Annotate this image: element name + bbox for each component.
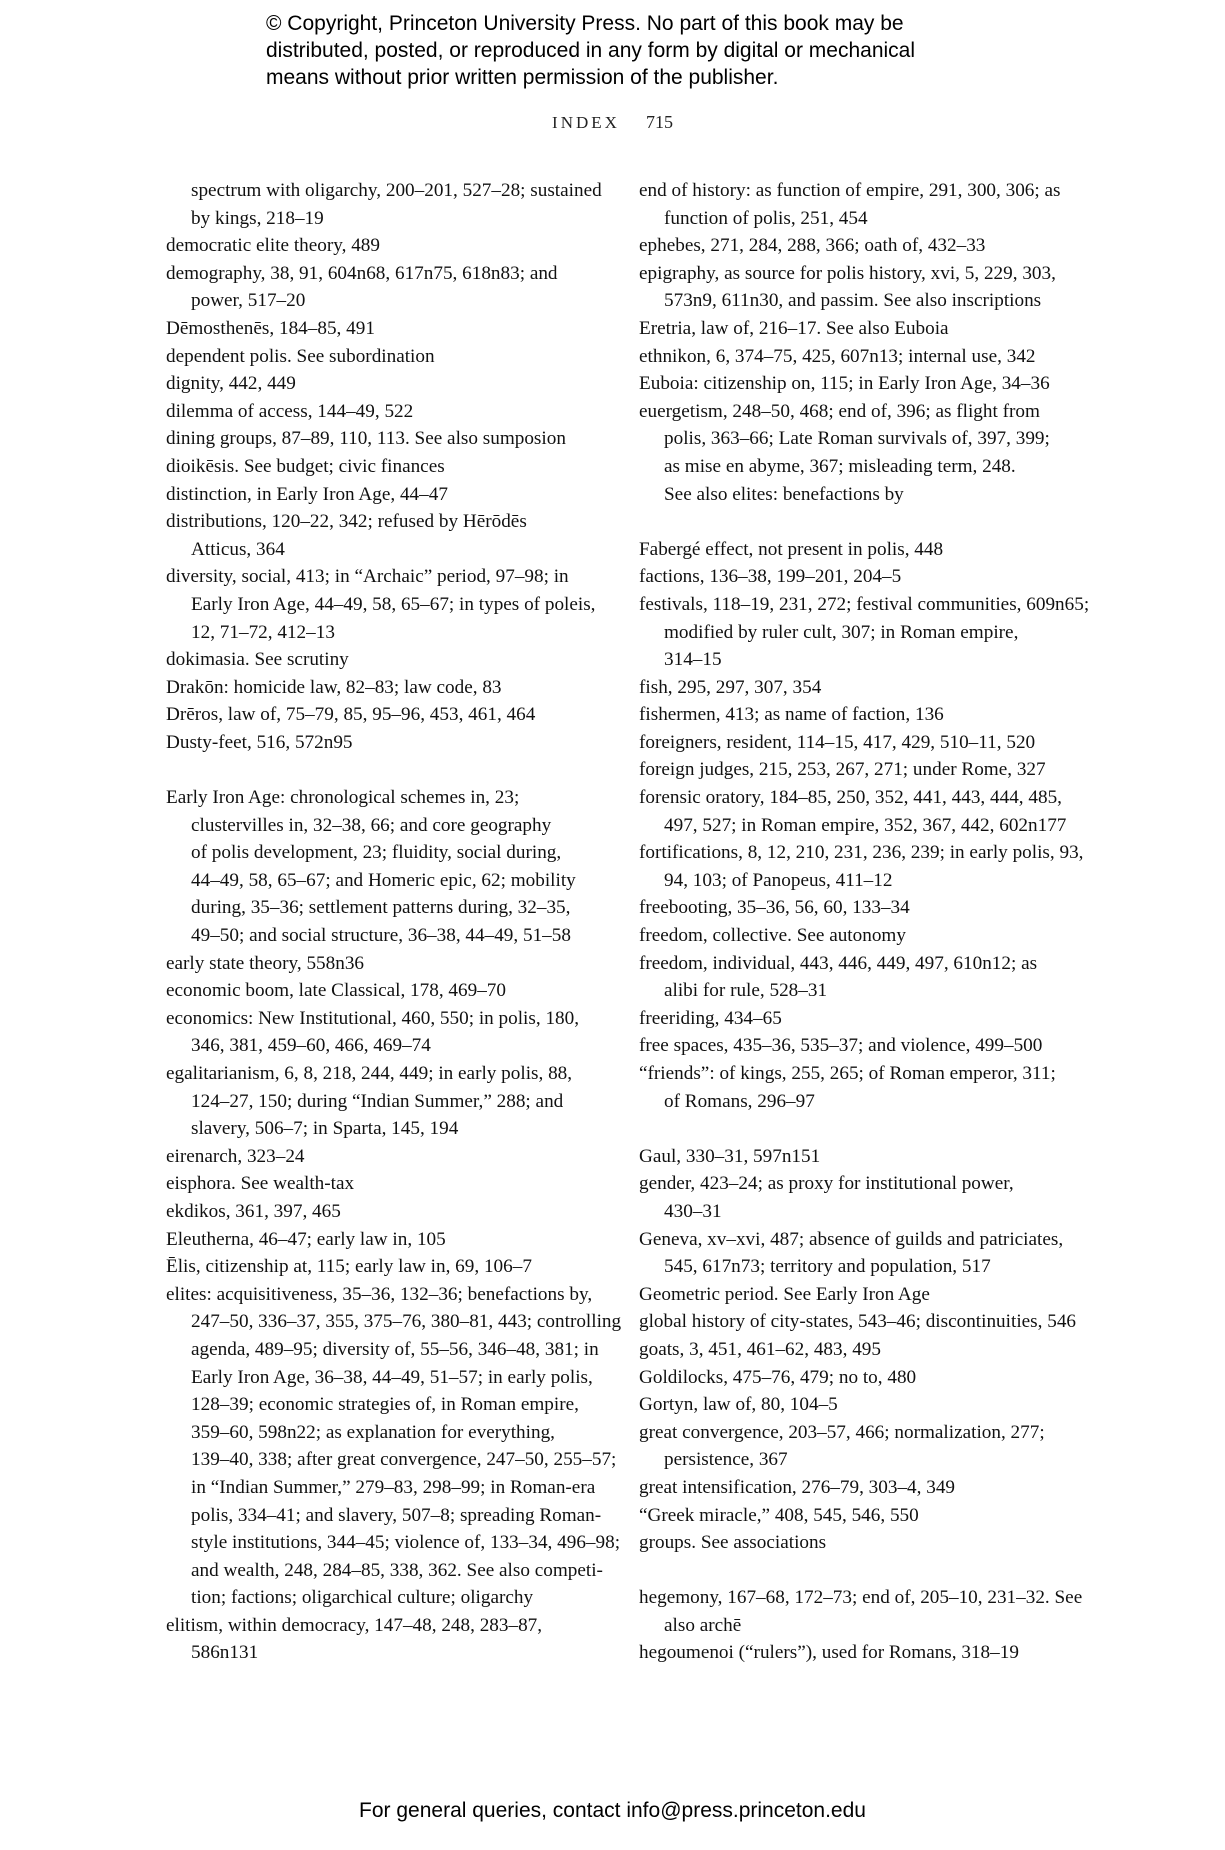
index-line: 94, 103; of Panopeus, 411–12 [664, 869, 893, 891]
index-line: eisphora. See wealth-tax [166, 1173, 355, 1195]
index-line: free spaces, 435–36, 535–37; and violence, 499–500 [639, 1035, 1043, 1057]
index-line: alibi for rule, 528–31 [664, 980, 828, 1002]
copyright-line: distributed, posted, or reproduced in any form by digital or mechanical [266, 39, 916, 62]
index-line: also archē [664, 1614, 742, 1636]
index-line: fishermen, 413; as name of faction, 136 [639, 704, 944, 726]
index-line: ephebes, 271, 284, 288, 366; oath of, 432–33 [639, 235, 986, 257]
index-line: Early Iron Age, 36–38, 44–49, 51–57; in early polis, [191, 1366, 593, 1388]
index-line: economic boom, late Classical, 178, 469–70 [166, 980, 506, 1002]
index-line: Gaul, 330–31, 597n151 [639, 1145, 821, 1167]
index-line: See also elites: benefactions by [664, 483, 904, 505]
index-line: Dēmosthenēs, 184–85, 491 [166, 317, 375, 339]
index-line: by kings, 218–19 [191, 207, 324, 229]
index-line: and wealth, 248, 284–85, 338, 362. See also competi- [191, 1559, 603, 1581]
index-line: dignity, 442, 449 [166, 373, 296, 395]
index-line: democratic elite theory, 489 [166, 235, 380, 257]
index-line: modified by ruler cult, 307; in Roman empire, [664, 621, 1019, 643]
index-line: dilemma of access, 144–49, 522 [166, 400, 414, 422]
index-line: freeriding, 434–65 [639, 1007, 782, 1029]
index-line: diversity, social, 413; in “Archaic” period, 97–98; in [166, 566, 569, 588]
index-line: global history of city-states, 543–46; discontinuities, 546 [639, 1311, 1077, 1333]
index-line: 545, 617n73; territory and population, 517 [664, 1256, 991, 1278]
index-line: function of polis, 251, 454 [664, 207, 868, 229]
index-line: Dusty-feet, 516, 572n95 [166, 731, 353, 753]
index-line: 573n9, 611n30, and passim. See also inscriptions [664, 290, 1042, 312]
index-line: Geneva, xv–xvi, 487; absence of guilds and patriciates, [639, 1228, 1064, 1250]
index-line: 44–49, 58, 65–67; and Homeric epic, 62; mobility [191, 869, 576, 891]
index-line: Early Iron Age: chronological schemes in, 23; [166, 787, 520, 809]
index-line: festivals, 118–19, 231, 272; festival communities, 609n65; [639, 593, 1090, 615]
index-line: dokimasia. See scrutiny [166, 649, 349, 671]
index-line: tion; factions; oligarchical culture; oligarchy [191, 1587, 534, 1609]
index-line: 346, 381, 459–60, 466, 469–74 [191, 1035, 431, 1057]
index-line: freedom, individual, 443, 446, 449, 497, 610n12; as [639, 952, 1038, 974]
index-line: as mise en abyme, 367; misleading term, 248. [664, 455, 1016, 477]
index-line: 49–50; and social structure, 36–38, 44–49, 51–58 [191, 925, 571, 947]
index-line: 359–60, 598n22; as explanation for everything, [191, 1421, 555, 1443]
index-line: dining groups, 87–89, 110, 113. See also sumposion [166, 428, 566, 450]
index-line: great intensification, 276–79, 303–4, 349 [639, 1476, 956, 1498]
index-line: Eretria, law of, 216–17. See also Euboia [639, 317, 949, 339]
index-line: factions, 136–38, 199–201, 204–5 [639, 566, 902, 588]
index-line: polis, 334–41; and slavery, 507–8; spreading Roman- [191, 1504, 602, 1526]
index-line: 314–15 [664, 649, 722, 671]
index-line: early state theory, 558n36 [166, 952, 365, 974]
index-line: hegemony, 167–68, 172–73; end of, 205–10, 231–32. See [639, 1587, 1083, 1609]
index-line: end of history: as function of empire, 291, 300, 306; as [639, 180, 1061, 201]
index-line: eirenarch, 323–24 [166, 1145, 305, 1167]
index-line: elites: acquisitiveness, 35–36, 132–36; benefactions by, [166, 1283, 593, 1305]
index-line: foreign judges, 215, 253, 267, 271; under Rome, 327 [639, 759, 1046, 781]
index-line: ethnikon, 6, 374–75, 425, 607n13; internal use, 342 [639, 345, 1036, 367]
index-line: “Greek miracle,” 408, 545, 546, 550 [639, 1504, 919, 1526]
index-line: 247–50, 336–37, 355, 375–76, 380–81, 443; controlling [191, 1311, 622, 1333]
index-line: in “Indian Summer,” 279–83, 298–99; in Roman-era [191, 1476, 596, 1498]
running-head-label: INDEX [552, 113, 620, 132]
index-line: foreigners, resident, 114–15, 417, 429, 510–11, 520 [639, 731, 1036, 753]
copyright-notice [266, 10, 986, 91]
index-column-right [639, 177, 1107, 1667]
index-line: freebooting, 35–36, 56, 60, 133–34 [639, 897, 910, 919]
index-line: dependent polis. See subordination [166, 345, 435, 367]
index-line: Gortyn, law of, 80, 104–5 [639, 1394, 838, 1416]
index-line: ekdikos, 361, 397, 465 [166, 1200, 341, 1222]
index-line: euergetism, 248–50, 468; end of, 396; as flight from [639, 400, 1040, 422]
index-line: power, 517–20 [191, 290, 306, 312]
index-line: groups. See associations [639, 1532, 827, 1554]
index-column-left [166, 177, 634, 1667]
index-line: 124–27, 150; during “Indian Summer,” 288; and [191, 1090, 564, 1112]
index-line: Drakōn: homicide law, 82–83; law code, 83 [166, 676, 502, 698]
index-line: of polis development, 23; fluidity, social during, [191, 842, 562, 864]
index-line: goats, 3, 451, 461–62, 483, 495 [639, 1338, 881, 1360]
index-line: 139–40, 338; after great convergence, 247–50, 255–57; [191, 1449, 617, 1471]
index-line: freedom, collective. See autonomy [639, 925, 906, 947]
index-line: elitism, within democracy, 147–48, 248, 283–87, [166, 1614, 543, 1636]
index-line: epigraphy, as source for polis history, xvi, 5, 229, 303, [639, 262, 1056, 284]
index-line: hegoumenoi (“rulers”), used for Romans, 318–19 [639, 1642, 1019, 1664]
running-head [0, 112, 1225, 133]
index-line: distinction, in Early Iron Age, 44–47 [166, 483, 448, 505]
index-line: spectrum with oligarchy, 200–201, 527–28; sustained [191, 180, 602, 201]
index-line: 586n131 [191, 1642, 259, 1664]
index-line: 497, 527; in Roman empire, 352, 367, 442, 602n177 [664, 814, 1067, 836]
index-line: Drēros, law of, 75–79, 85, 95–96, 453, 461, 464 [166, 704, 536, 726]
index-line: 12, 71–72, 412–13 [191, 621, 335, 643]
index-line: clustervilles in, 32–38, 66; and core geography [191, 814, 552, 836]
index-line: fish, 295, 297, 307, 354 [639, 676, 822, 698]
index-line: Eleutherna, 46–47; early law in, 105 [166, 1228, 446, 1250]
index-line: Euboia: citizenship on, 115; in Early Iron Age, 34–36 [639, 373, 1050, 395]
footer-contact: For general queries, contact info@press.princeton.edu [359, 1799, 866, 1822]
index-line: demography, 38, 91, 604n68, 617n75, 618n83; and [166, 262, 558, 284]
index-line: Geometric period. See Early Iron Age [639, 1283, 930, 1305]
index-line: Ēlis, citizenship at, 115; early law in, 69, 106–7 [166, 1256, 532, 1278]
index-line: “friends”: of kings, 255, 265; of Roman emperor, 311; [639, 1063, 1056, 1084]
index-line: persistence, 367 [664, 1449, 788, 1471]
copyright-line: means without prior written permission of the publisher. [266, 66, 779, 89]
index-line: Early Iron Age, 44–49, 58, 65–67; in types of poleis, [191, 593, 596, 615]
index-line: agenda, 489–95; diversity of, 55–56, 346–48, 381; in [191, 1338, 599, 1360]
index-line: during, 35–36; settlement patterns during, 32–35, [191, 897, 571, 919]
index-line: Goldilocks, 475–76, 479; no to, 480 [639, 1366, 917, 1388]
index-line: dioikēsis. See budget; civic finances [166, 455, 445, 477]
index-line: style institutions, 344–45; violence of, 133–34, 496–98; [191, 1532, 621, 1554]
index-line: 430–31 [664, 1200, 722, 1222]
copyright-line: © Copyright, Princeton University Press. No part of this book may be [266, 12, 904, 35]
index-line: gender, 423–24; as proxy for institutional power, [639, 1173, 1014, 1195]
index-line: economics: New Institutional, 460, 550; in polis, 180, [166, 1007, 580, 1029]
index-line: distributions, 120–22, 342; refused by Hērōdēs [166, 511, 527, 533]
page-number: 715 [645, 112, 673, 132]
index-line: great convergence, 203–57, 466; normalization, 277; [639, 1421, 1045, 1443]
index-line: forensic oratory, 184–85, 250, 352, 441, 443, 444, 485, [639, 787, 1062, 809]
index-line: polis, 363–66; Late Roman survivals of, 397, 399; [664, 428, 1050, 450]
index-line: Atticus, 364 [191, 538, 285, 560]
index-line: egalitarianism, 6, 8, 218, 244, 449; in early polis, 88, [166, 1063, 573, 1084]
index-line: 128–39; economic strategies of, in Roman empire, [191, 1394, 579, 1416]
index-line: fortifications, 8, 12, 210, 231, 236, 239; in early polis, 93, [639, 842, 1084, 864]
index-line: of Romans, 296–97 [664, 1090, 815, 1112]
index-line: Fabergé effect, not present in polis, 448 [639, 538, 944, 560]
index-line: slavery, 506–7; in Sparta, 145, 194 [191, 1118, 459, 1140]
